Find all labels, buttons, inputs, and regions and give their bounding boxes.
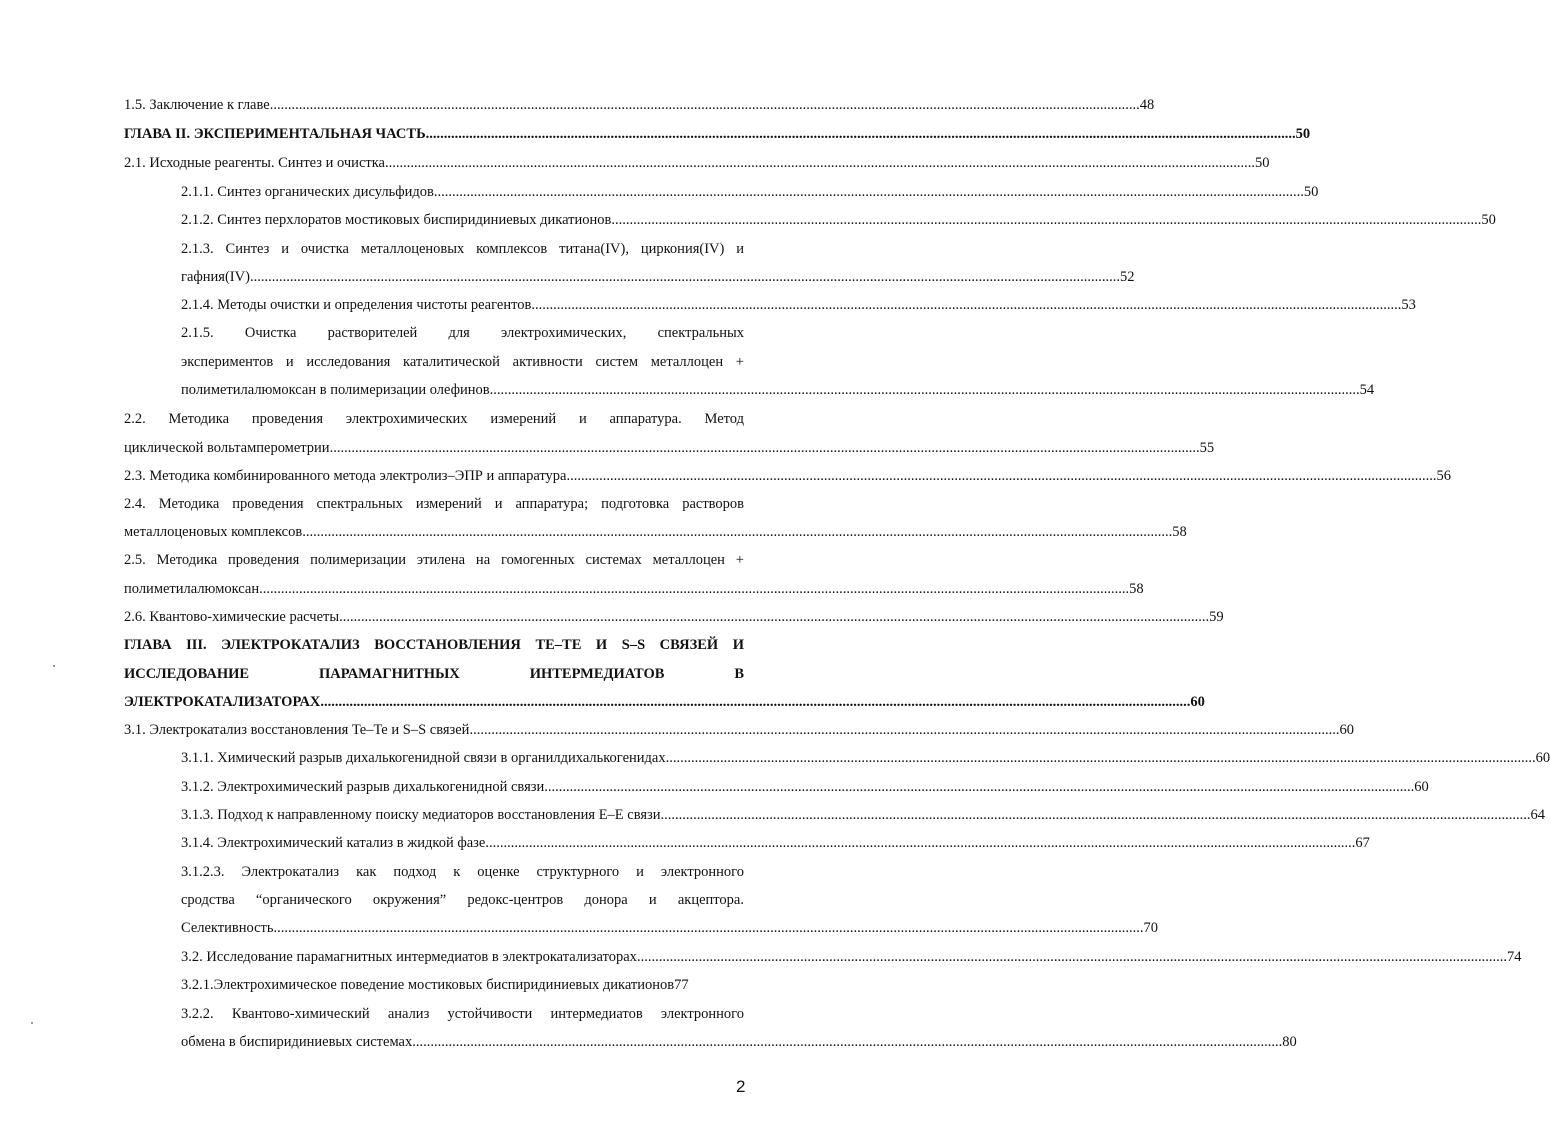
scan-speck [31, 1022, 33, 1024]
toc-entry-text: гафния(IV) [181, 269, 250, 285]
toc-chapter-heading [124, 124, 1311, 144]
toc-entry-text: ГЛАВА II. ЭКСПЕРИМЕНТАЛЬНАЯ ЧАСТЬ [124, 126, 426, 142]
toc-entry-page: 59 [1209, 609, 1224, 625]
toc-subentry [181, 267, 1135, 287]
toc-entry-page: 50 [1303, 184, 1319, 200]
toc-entry-text: 2.3. Методика комбинированного метода электролиз–ЭПР и аппаратура [124, 468, 567, 484]
toc-entry [124, 579, 1144, 599]
toc-entry [124, 438, 1215, 458]
toc-entry-text: 2.1.2. Синтез перхлоратов мостиковых биспиридиниевых дикатионов [181, 212, 612, 228]
toc-entry-page: 74 [1506, 949, 1522, 965]
toc-entry-text: 3.1.4. Электрохимический катализ в жидкой фазе [181, 835, 486, 851]
toc-entry-text: металлоценовых комплексов [124, 524, 303, 540]
toc-entry-text: 3.1.1. Химический разрыв дихалькогенидной связи в органилдихалькогенидах [181, 750, 666, 766]
toc-entry-page: 70 [1143, 920, 1159, 936]
toc-entry-text: 2.6. Квантово-химические расчеты [124, 609, 340, 625]
toc-subentry [181, 748, 1550, 768]
toc-subentry-line: 3.1.2.3. Электрокатализ как подход к оценке структурного и электронного [181, 864, 744, 880]
toc-subentry [181, 805, 1546, 825]
toc-entry-page: 50 [1254, 155, 1270, 171]
toc-subentry [181, 210, 1496, 230]
toc-entry-text: 1.5. Заключение к главе [124, 97, 270, 113]
toc-entry-page: 52 [1119, 269, 1135, 285]
toc-entry [124, 153, 1270, 173]
toc-subentry [181, 295, 1416, 315]
toc-entry-text: Селективность [181, 920, 274, 936]
toc-subentry [181, 182, 1319, 202]
toc-entry-text: 3.1. Электрокатализ восстановления Te–Te и S–S связей [124, 722, 470, 738]
toc-subentry-line: экспериментов и исследования каталитической активности систем металлоцен + [181, 354, 744, 370]
toc-chapter-heading-line: ИССЛЕДОВАНИЕ ПАРАМАГНИТНЫХ ИНТЕРМЕДИАТОВ В [124, 666, 744, 682]
toc-subentry [181, 833, 1370, 853]
toc-entry [124, 95, 1155, 115]
toc-entry-page: 58 [1172, 524, 1187, 540]
toc-entry-page: 60 [1339, 722, 1354, 738]
toc-entry-text: 2.1.1. Синтез органических дисульфидов [181, 184, 434, 200]
toc-entry-page: 58 [1129, 581, 1144, 597]
toc-entry-text: 3.2. Исследование парамагнитных интермедиатов в электрокатализаторах [181, 949, 637, 965]
toc-entry-text: ЭЛЕКТРОКАТАЛИЗАТОРАХ [124, 694, 321, 710]
toc-entry-page: 48 [1139, 97, 1155, 113]
toc-chapter-heading-line: ГЛАВА III. ЭЛЕКТРОКАТАЛИЗ ВОССТАНОВЛЕНИЯ ТЕ–ТЕ И S–S СВЯЗЕЙ И [124, 637, 744, 653]
toc-entry-line: 2.4. Методика проведения спектральных измерений и аппаратура; подготовка растворов [124, 496, 744, 512]
toc-subentry [181, 918, 1159, 938]
toc-entry-text: 3.1.2. Электрохимический разрыв дихалькогенидной связи [181, 779, 545, 795]
toc-entry-line: 2.5. Методика проведения полимеризации этилена на гомогенных системах металлоцен + [124, 552, 744, 568]
toc-entry-page: 50 [1295, 126, 1311, 142]
toc-entry-page: 77 [674, 977, 689, 993]
toc-subentry [181, 1032, 1297, 1052]
toc-entry-page: 56 [1436, 468, 1451, 484]
toc-subentry [181, 947, 1522, 967]
toc-entry-text: циклической вольтамперометрии [124, 440, 330, 456]
toc-subentry-line: 3.2.2. Квантово-химический анализ устойчивости интермедиатов электронного [181, 1006, 744, 1022]
page-number: 2 [736, 1077, 746, 1096]
toc-subentry-line: 2.1.3. Синтез и очистка металлоценовых комплексов титана(IV), циркония(IV) и [181, 241, 744, 257]
toc-subentry [181, 975, 744, 995]
toc-entry-text: 3.2.1.Электрохимическое поведение мостиковых биспиридиниевых дикатионов [181, 977, 675, 993]
toc-subentry [181, 777, 1429, 797]
toc-entry [124, 720, 1354, 740]
toc-entry-text: полиметилалюмоксан в полимеризации олефинов [181, 382, 490, 398]
toc-entry-page: 64 [1530, 807, 1546, 823]
toc-entry-page: 54 [1359, 382, 1375, 398]
toc-entry-text: 3.1.3. Подход к направленному поиску медиаторов восстановления Е–Е связи [181, 807, 661, 823]
toc-entry-page: 55 [1199, 440, 1215, 456]
toc-entry-page: 80 [1282, 1034, 1297, 1050]
toc-entry [124, 466, 1451, 486]
toc-entry-text: полиметилалюмоксан [124, 581, 260, 597]
toc-entry-page: 60 [1414, 779, 1429, 795]
toc-entry [124, 522, 1187, 542]
toc-entry-line: 2.2. Методика проведения электрохимических измерений и аппаратура. Метод [124, 411, 744, 427]
toc-entry-text: 2.1.4. Методы очистки и определения чистоты реагентов [181, 297, 532, 313]
toc-entry-page: 60 [1535, 750, 1550, 766]
toc-entry [124, 607, 1224, 627]
toc-subentry [181, 380, 1375, 400]
scan-speck [53, 665, 55, 667]
toc-subentry-line: 2.1.5. Очистка растворителей для электрохимических, спектральных [181, 325, 744, 341]
toc-entry-page: 53 [1401, 297, 1416, 313]
toc-entry-page: 50 [1481, 212, 1496, 228]
toc-chapter-heading [124, 692, 1205, 712]
toc-entry-text: 2.1. Исходные реагенты. Синтез и очистка [124, 155, 385, 171]
toc-entry-page: 60 [1190, 694, 1205, 710]
toc-entry-page: 67 [1355, 835, 1370, 851]
toc-entry-text: обмена в биспиридиниевых системах [181, 1034, 413, 1050]
toc-subentry-line: сродства “органического окружения” редокс-центров донора и акцептора. [181, 892, 744, 908]
